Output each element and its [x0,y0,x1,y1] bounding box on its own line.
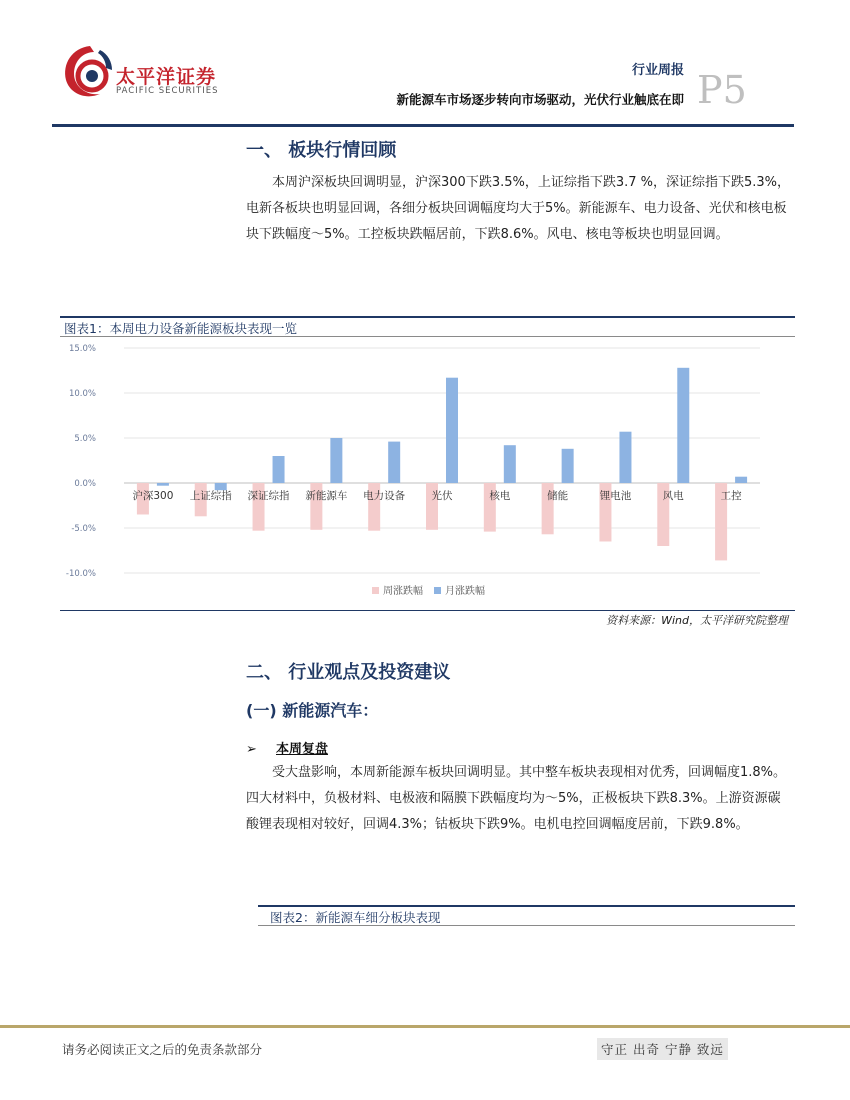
bar-chart [60,338,795,608]
y-tick-label: 5.0% [74,434,96,444]
section1-heading: 一、 板块行情回顾 [246,140,397,161]
bar-monthly [735,477,747,483]
footer-motto: 守正 出奇 宁静 致远 [597,1038,728,1060]
figure2-caption-rule [258,925,795,926]
bullet-review [246,738,328,757]
legend-swatch [434,587,441,594]
y-tick-label: -5.0% [71,524,96,534]
bar-monthly [562,449,574,483]
figure2-caption: 图表2：新能源车细分板块表现 [270,910,441,925]
y-tick-label: -10.0% [65,569,96,579]
page-number: P5 [697,68,747,112]
x-tick-label: 电力设备 [363,490,406,502]
report-type: 行业周报 [631,63,684,78]
legend-label: 月涨跌幅 [445,586,485,597]
figure1-caption-rule [60,336,795,337]
y-tick-label: 0.0% [74,479,96,489]
bar-monthly [273,456,285,483]
x-tick-label: 工控 [720,490,742,502]
x-tick-label: 上证综指 [189,490,232,502]
bar-monthly [330,438,342,483]
footer-disclaimer: 请务必阅读正文之后的免责条款部分 [62,1042,263,1057]
bar-monthly [504,445,516,483]
x-tick-label: 光伏 [431,490,453,502]
y-tick-label: 15.0% [68,344,96,354]
y-tick-label: 10.0% [68,389,96,399]
figure1-chart [60,338,795,608]
logo-name-en: PACIFIC SECURITIES [116,86,219,96]
section2-subheading: (一) 新能源汽车： [246,701,379,720]
x-tick-label: 深证综指 [247,490,290,502]
section1-paragraph: 本周沪深板块回调明显，沪深300下跌3.5%，上证综指下跌3.7 %，深证综指下跌5.3%，电新各板块也明显回调，各细分板块回调幅度均大于5%。新能源车、电力设备、光伏和核电板块下跌幅度～5%。工控板块跌幅居前，下跌8.6%。风电、核电等板块也明显回调。 [246,175,791,242]
x-tick-label: 核电 [489,490,511,502]
x-tick-label: 沪深300 [132,490,174,502]
x-tick-label: 新能源车 [305,490,348,502]
bullet-arrow-icon: ➢ [246,742,257,757]
section2-heading: 二、 行业观点及投资建议 [246,662,451,683]
bar-monthly [677,368,689,483]
footer-divider [0,1025,850,1028]
section2-paragraph: 受大盘影响，本周新能源车板块回调明显。其中整车板块表现相对优秀，回调幅度1.8%。四大材料中，负极材料、电极液和隔膜下跌幅度均为～5%，正极板块下跌8.3%。上游资源碳酸锂表现相对较好，回调4.3%；钴板块下跌9%。电机电控回调幅度居前，下跌9.8%。 [246,765,787,832]
x-tick-label: 风电 [662,490,684,502]
figure1-bottom-rule [60,610,795,611]
bar-monthly [388,442,400,483]
legend-swatch [372,587,379,594]
figure1-caption: 图表1：本周电力设备新能源板块表现一览 [64,321,297,336]
logo-emblem-icon [60,42,116,102]
figure1-top-rule [60,316,795,318]
figure2-top-rule [258,905,795,907]
bar-monthly [446,378,458,483]
legend-label: 周涨跌幅 [383,586,423,597]
figure1-source: 资料来源：Wind，太平洋研究院整理 [606,614,788,627]
bar-monthly [157,483,169,486]
logo-name-cn: 太平洋证券 [116,66,217,88]
x-tick-label: 锂电池 [599,490,632,502]
header-divider [52,124,794,127]
report-title: 新能源车市场逐步转向市场驱动，光伏行业触底在即 [396,92,684,107]
bar-monthly [619,432,631,483]
bullet-label: 本周复盘 [276,742,329,757]
x-tick-label: 储能 [547,490,569,502]
